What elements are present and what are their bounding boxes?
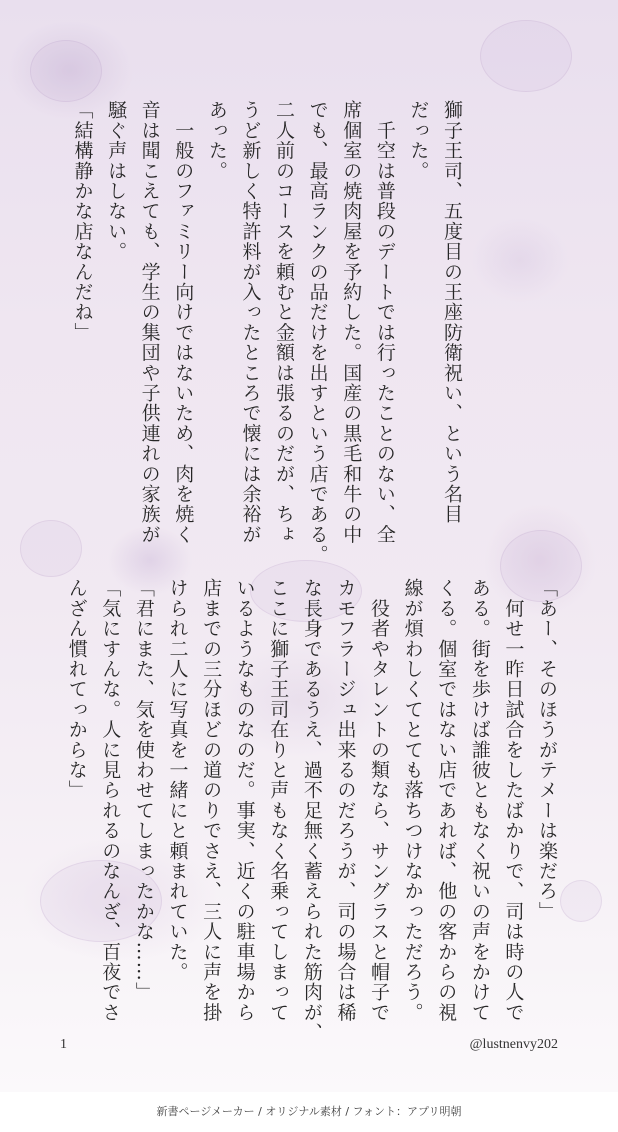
decorative-bubble bbox=[30, 40, 102, 102]
decorative-bubble bbox=[560, 880, 602, 922]
body-text-top: 獅子王司、五度目の王座防衛祝い、という名目 だった。 千空は普段のデートでは行ったことのない、全 席個室の焼肉屋を予約した。国産の黒毛和牛の中 でも、最高ランクの品だけを出すという店である。 二人前のコースを頼むと金額は張るのだが、ちょ うど新しく特許料が入ったところで懐には余裕が あった。 一般のファミリー向けではないため、肉を焼く 音は聞こえても、学生の集団や子供連れの家族が 騒ぐ声はしない。 「結構静かな店なんだね」 bbox=[71, 100, 463, 565]
decorative-bubble bbox=[20, 520, 82, 577]
footer-credit: 新書ページメーカー / オリジナル素材 / フォント：アプリ明朝 bbox=[0, 1092, 618, 1132]
author-handle: @lustnenvy202 bbox=[469, 1037, 558, 1052]
decorative-bubble bbox=[480, 20, 572, 92]
body-text-bottom: 「あー、そのほうがテメーは楽だろ」 何せ一昨日試合をしたばかりで、司は時の人で ある。街を歩けば誰彼ともなく祝いの声をかけて くる。個室ではない店であれば、他の客からの視 線が煩わしくてとても落ちつけなかっただろう。 役者やタレントの類なら、サングラスと帽子で カモフラージュ出来るのだろうが、司の場合は稀 な長身であるうえ、過不足無く蓄えられた筋肉が、 ここに獅子王司在りと声もなく名乗ってしまって いるようなものなのだ。事実、近くの駐車場から 店までの三分ほどの道のりでさえ、三人に声を掛 けられ二人に写真を一緒にと頼まれていた。 「君にまた、気を使わせてしまったかな……」 「気にすんな。人に見られるのなんざ、百夜でさ んざん慣れてっからな」 bbox=[65, 578, 558, 1043]
page-number: 1 bbox=[60, 1037, 67, 1052]
